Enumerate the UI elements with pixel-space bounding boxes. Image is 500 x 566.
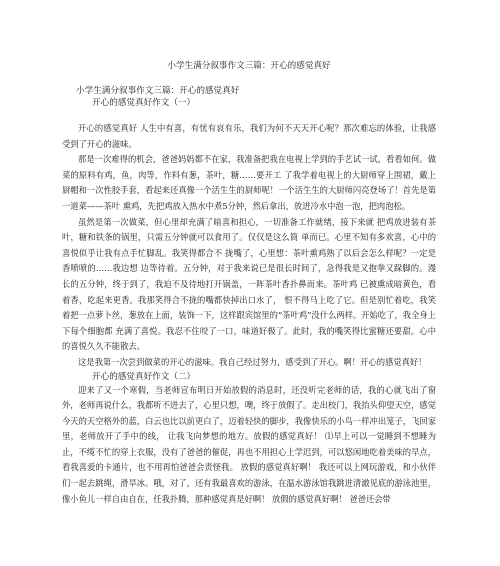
paragraph: 开心的感觉真好 人生中有喜，有忧有哀有乐，我们为何不天天开心呢？那次难忘的体验，让我感受到了开心的滋味。 [62, 123, 436, 149]
paragraph: 虽然是第一次做菜，但心里却充满了暗喜和担心，一切准备工作就绪，接下来就 把鸡放进装有茶叶，糖和铁条的锅里，只需五分钟就可以食用了。仅仅是这么简 单而已。心里不知有多欢喜，心中的喜悦似乎让我有点手忙脚乱。我笑得都合不 拢嘴了，心里想：茶叶熏鸡熟了以后会怎么样呢？一定是香喷喷的……我边想 边等待着。五分钟，对于我来说已是很长时间了，急得我是又抱拳又跺脚的。漫 长的五分钟，终于到了，我迫不及待地打开锅盖，一阵茶叶香扑鼻而来。茶叶鸡 已被熏成暗黄色，看着香，吃起来更香。我那笑得合不拢的嘴都快掉出口水了， 恨不得马上吃了它。但是别忙着吃，我笑着把一点萝卜丝，葱放在上面，装饰一下，这样跟宾馆里的“茶叶鸡”没什么两样。开始吃了，我全身上下每个细胞都 充满了喜悦。我忍不住咬了一口，味道好极了。此时，我的嘴笑得比蜜糖还要甜。心中的喜悦久久不能散去。 [62, 216, 436, 352]
section-heading-one: 开心的感觉真好作文（一） [92, 98, 196, 108]
paragraph: 这是我第一次尝到做菜的开心的滋味。我自己经过努力，感受到了开心。啊！开心的感觉真好！ [78, 356, 427, 367]
section-heading-two: 开心的感觉真好作文（二） [92, 371, 196, 382]
paragraph: 那是一次难得的机会，爸爸妈妈都不在家，我准备把我在电视上学到的手艺试一试，看看如何。做菜的原料有鸡，鱼，肉等，作料有葱，茶叶，糖……要开工 了我学着电视上的大厨师穿上围裙，戴上厨帽和一次性胶手套，看起来还真像一个活生生的厨师呢！一个活生生的大厨师闪亮登场了！首先是第一道菜——茶叶 熏鸡，先把鸡放入热水中煮5分钟，然后拿出，放进冷水中泡一泡，把肉泡松。 [62, 154, 436, 211]
document-title: 小学生满分叙事作文三篇：开心的感觉真好 [167, 61, 331, 71]
paragraph: 迎来了又一个寒假，当老师宣布明日开始放假的消息时，还没听完老师的话，我的心就飞出了窗外，老师再说什么，我都听不进去了，心里只想，噢，终于放假了。走出校门，我抬头仰望天空，感觉今天的天空格外的蓝，白云也比以前更白了，迈着轻快的脚步，我像快乐的小鸟一样冲出笼子，飞回家里，老师放开了手中的线， 让我飞向梦想的地方。放假的感觉真好！ ⑴早上可以一觉睡到不想睡为止，不缆不忙的穿上衣服，没有了爸爸的催促，再也不用担心上学迟到，可以悠闲地吃着美味的早点，看我喜爱的卡通片，也不用再怕爸爸会责怪我。 放假的感觉真好啊！ 我还可以上网玩游戏，和小伙伴们一起去跳绳，滑旱冰。哦，对了，还有我最喜欢的游泳，在温水游泳馆我跳进清澈见底的游泳池里，像小鱼儿一样自由自在，任我扑腾，那种感觉真是好啊！ 放假的感觉真好啊！ 爸爸还会带 [62, 384, 436, 504]
document-subtitle: 小学生满分叙事作文三篇：开心的感觉真好 [76, 86, 240, 96]
